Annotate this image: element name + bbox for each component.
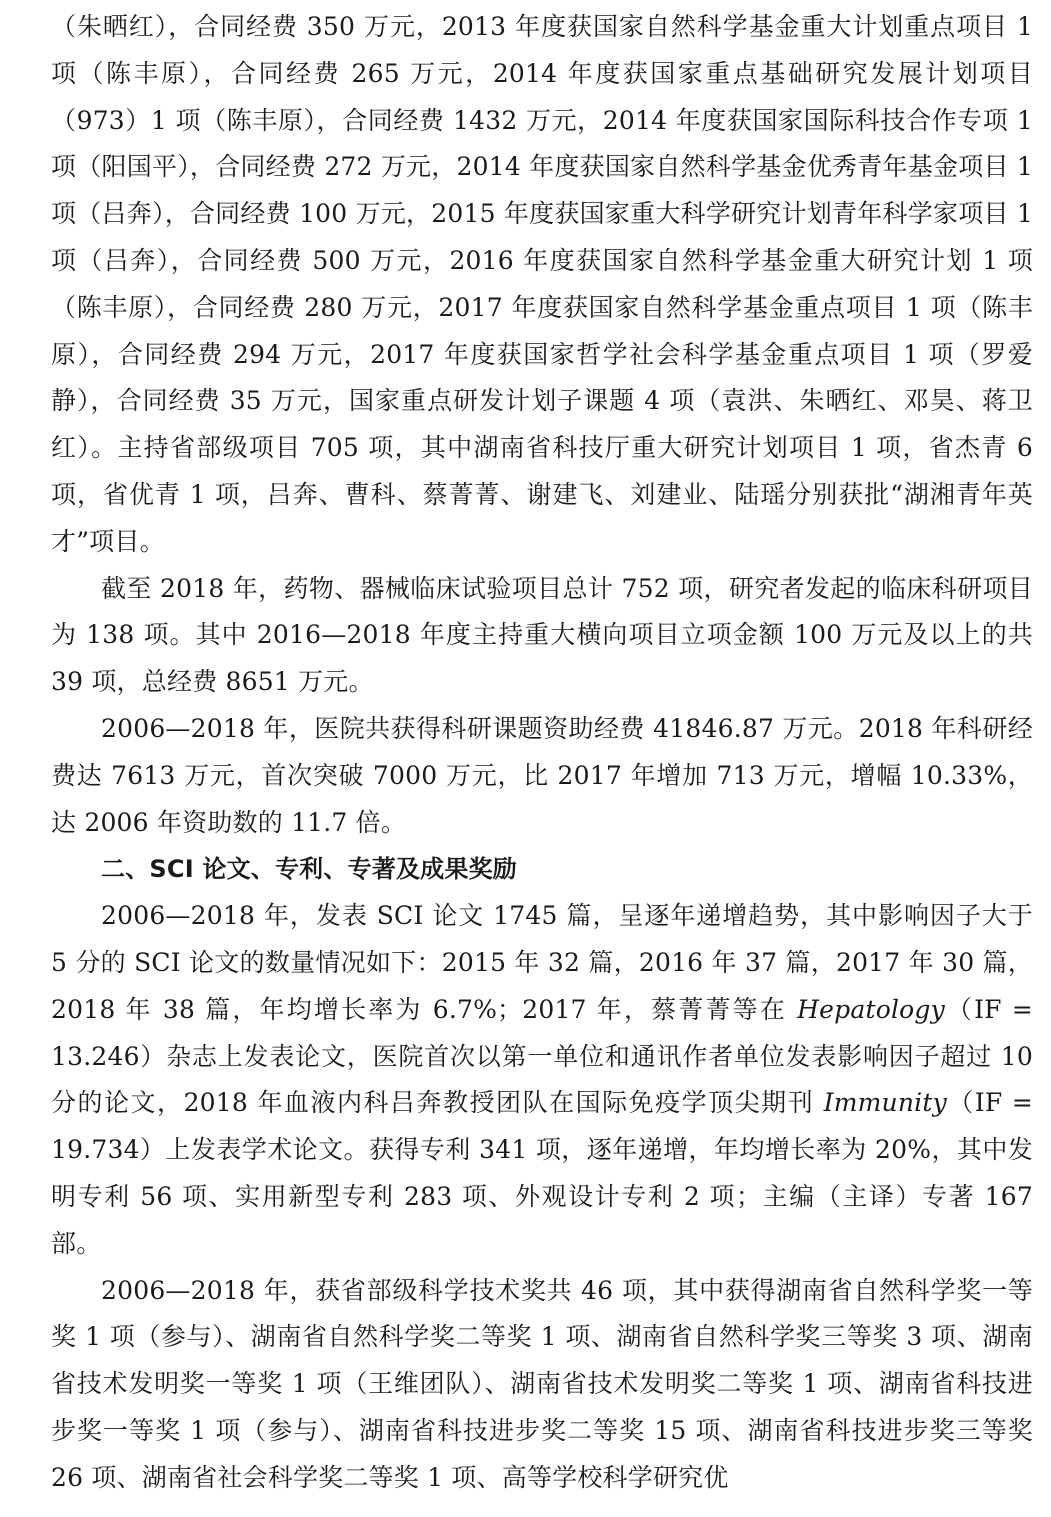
document-page	[51, 4, 1033, 1502]
paragraph-clinical-trials: 截至 2018 年，药物、器械临床试验项目总计 752 项，研究者发起的临床科研项目为 138 项。其中 2016—2018 年度主持重大横向项目立项金额 100 万元及以上的共 39 项，总经费 8651 万元。	[51, 573, 1033, 697]
paragraph-awards: 2006—2018 年，获省部级科学技术奖共 46 项，其中获得湖南省自然科学奖一等奖 1 项（参与）、湖南省自然科学奖二等奖 1 项、湖南省自然科学奖三等奖 3 项、湖南省技术发明奖一等奖 1 项（王维团队）、湖南省技术发明奖二等奖 1 项、湖南省科技进步奖一等奖 1 项（参与）、湖南省科技进步奖二等奖 15 项、湖南省科技进步奖三等奖 26 项、湖南省社会科学奖二等奖 1 项、高等学校科学研究优	[51, 1275, 1033, 1492]
paragraph-text-part: （IF = 19.734）上发表学术论文。获得专利 341 项，逐年递增，年均增长率为 20%，其中发明专利 56 项、实用新型专利 283 项、外观设计专利 2 项；主编（主译）专著 167 部。	[51, 1088, 1033, 1258]
paragraph-text-part: 2006—2018 年，发表 SCI 论文 1745 篇，呈逐年递增趋势，其中影响因子大于 5 分的 SCI 论文的数量情况如下：2015 年 32 篇，2016 年 37 篇，2017 年 30 篇，2018 年 38 篇，年均增长率为 6.7%；2017 年，蔡菁菁等在	[51, 901, 1033, 1024]
paragraph-text-part: （IF = 13.246）杂志上发表论文，医院首次以第一单位和通讯作者单位发表影响因子超过 10 分的论文，2018 年血液内科吕奔教授团队在国际免疫学顶尖期刊	[51, 994, 1034, 1118]
journal-name-immunity: Immunity	[823, 1088, 947, 1118]
paragraph-research-projects: （朱晒红），合同经费 350 万元，2013 年度获国家自然科学基金重大计划重点项目 1 项（陈丰原），合同经费 265 万元，2014 年度获国家重点基础研究发展计划项目（973）1 项（陈丰原），合同经费 1432 万元，2014 年度获国家国际科技合作专项 1 项（阳国平），合同经费 272 万元，2014 年度获国家自然科学基金优秀青年基金项目 1 项（吕奔），合同经费 100 万元，2015 年度获国家重大科学研究计划青年科学家项目 1 项（吕奔），合同经费 500 万元，2016 年度获国家自然科学基金重大研究计划 1 项（陈丰原），合同经费 280 万元，2017 年度获国家自然科学基金重点项目 1 项（陈丰原），合同经费 294 万元，2017 年度获国家哲学社会科学基金重点项目 1 项（罗爱静），合同经费 35 万元，国家重点研发计划子课题 4 项（袁洪、朱晒红、邓昊、蒋卫红）。主持省部级项目 705 项，其中湖南省科技厅重大研究计划项目 1 项，省杰青 6 项，省优青 1 项，吕奔、曹科、蔡菁菁、谢建飞、刘建业、陆瑶分别获批“湖湘青年英才”项目。	[51, 12, 1033, 556]
journal-name-hepatology: Hepatology	[797, 994, 945, 1024]
section-heading: 二、SCI 论文、专利、专著及成果奖励	[101, 855, 517, 884]
paragraph-sci-papers-patents	[51, 893, 1033, 1267]
paragraph-research-funding: 2006—2018 年，医院共获得科研课题资助经费 41846.87 万元。2018 年科研经费达 7613 万元，首次突破 7000 万元，比 2017 年增加 713 万元，增幅 10.33%，达 2006 年资助数的 11.7 倍。	[51, 713, 1033, 837]
